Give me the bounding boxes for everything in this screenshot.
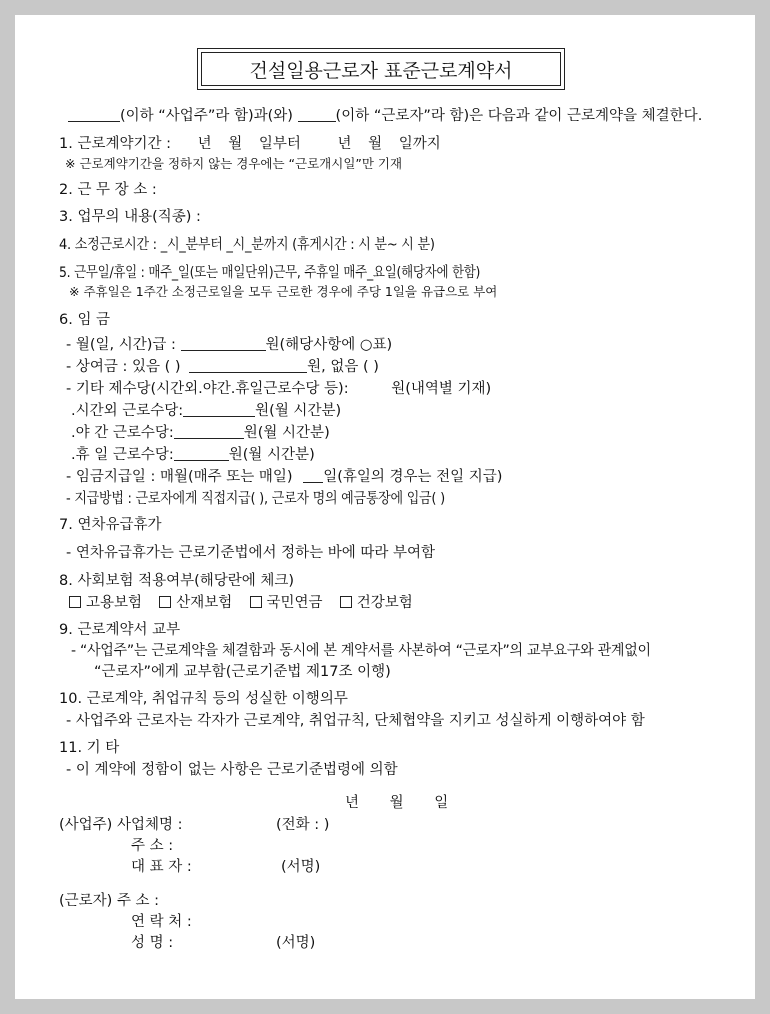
worker-signature: (서명)	[276, 935, 316, 951]
section-9-line1: - “사업주”는 근로계약을 체결함과 동시에 본 계약서를 사본하여 “근로자”의 교부요구와 관계없이	[71, 643, 651, 659]
payday-label: - 임금지급일 : 매월(매주 또는 매일)	[66, 469, 293, 485]
employer-address: 주 소 :	[131, 838, 174, 854]
bonus-suffix: 원, 없음 ( )	[307, 359, 379, 375]
section-8-label: 8. 사회보험 적용여부(해당란에 체크)	[59, 573, 295, 589]
section-7-item: - 연차유급휴가는 근로기준법에서 정하는 바에 따라 부여함	[66, 545, 436, 561]
wage-label: - 월(일, 시간)급 :	[66, 337, 176, 353]
holiday-allowance-line	[71, 445, 315, 465]
section-10-label: 10. 근로계약, 취업규칙 등의 성실한 이행의무	[59, 691, 348, 707]
holiday-label: .휴 일 근로수당:	[71, 447, 174, 463]
allowance-line	[66, 379, 491, 399]
worker-name: 성 명 :	[131, 935, 174, 951]
checkbox-icon	[340, 596, 352, 608]
night-amount-blank[interactable]	[174, 424, 244, 439]
worker-address: (근로자) 주 소 :	[59, 893, 160, 909]
section-9-line2: “근로자”에게 교부함(근로기준법 제17조 이행)	[94, 664, 391, 680]
section-5-note: ※ 주휴일은 1주간 소정근로일을 모두 근로한 경우에 주당 1일을 유급으로 부여	[69, 284, 498, 299]
from-month: 월	[228, 136, 243, 152]
payment-method-line: - 지급방법 : 근로자에게 직접지급( ), 근로자 명의 예금통장에 입금( )	[66, 491, 445, 507]
payday-blank[interactable]	[303, 468, 323, 483]
holiday-amount-blank[interactable]	[174, 446, 229, 461]
section-5-workdays: 5. 근무일/휴일 : 매주_일(또는 매일단위)근무, 주휴일 매주_요일(해당자에 한함)	[59, 265, 481, 281]
checkbox-icon	[250, 596, 262, 608]
employer-representative: 대 표 자 :	[131, 859, 192, 875]
section-1-label: 1. 근로계약기간 :	[59, 136, 171, 152]
section-7-label: 7. 연차유급휴가	[59, 517, 162, 533]
employer-signature: (서명)	[281, 859, 321, 875]
overtime-amount-blank[interactable]	[183, 402, 255, 417]
date-line	[345, 793, 448, 813]
night-suffix: 원(월 시간분)	[243, 425, 330, 441]
worker-name-blank[interactable]	[298, 107, 336, 122]
option-label: 건강보험	[356, 595, 413, 611]
overtime-suffix: 원(월 시간분)	[255, 403, 342, 419]
date-day: 일	[434, 795, 449, 811]
allowance-label: - 기타 제수당(시간외.야간.휴일근로수당 등):	[66, 381, 349, 397]
wage-suffix: 원(해당사항에 ○표)	[265, 337, 393, 353]
bonus-amount-blank[interactable]	[189, 358, 307, 373]
insurance-option-industrial[interactable]	[159, 595, 232, 611]
section-11-label: 11. 기 타	[59, 740, 120, 756]
contract-page	[15, 15, 755, 999]
section-11-item: - 이 계약에 정함이 없는 사항은 근로기준법령에 의함	[66, 762, 398, 778]
section-10-item: - 사업주와 근로자는 각자가 근로계약, 취업규칙, 단체협약을 지키고 성실하게 이행하여야 함	[66, 713, 645, 729]
employer-phone: (전화 : )	[276, 817, 330, 833]
section-1-note: ※ 근로계약기간을 정하지 않는 경우에는 “근로개시일”만 기재	[65, 156, 403, 171]
intro-part1: (이하 “사업주”라 함)과(와)	[120, 108, 293, 124]
date-month: 월	[389, 795, 404, 811]
night-label: .야 간 근로수당:	[71, 425, 174, 441]
option-label: 국민연금	[266, 595, 323, 611]
section-9-label: 9. 근로계약서 교부	[59, 622, 181, 638]
insurance-options	[69, 593, 413, 613]
insurance-option-pension[interactable]	[250, 595, 323, 611]
overtime-allowance-line	[71, 401, 341, 421]
bonus-label: - 상여금 : 있음 ( )	[66, 359, 181, 375]
to-month: 월	[368, 136, 383, 152]
section-3-job: 3. 업무의 내용(직종) :	[59, 209, 201, 225]
allowance-suffix: 원(내역별 기재)	[391, 381, 492, 397]
insurance-option-employment[interactable]	[69, 595, 142, 611]
section-2-workplace: 2. 근 무 장 소 :	[59, 182, 157, 198]
holiday-suffix: 원(월 시간분)	[228, 447, 315, 463]
section-6-label: 6. 임 금	[59, 312, 111, 328]
wage-line	[66, 335, 392, 355]
wage-amount-blank[interactable]	[181, 336, 266, 351]
from-year: 년	[197, 136, 212, 152]
intro-part2: (이하 “근로자”라 함)은 다음과 같이 근로계약을 체결한다.	[335, 108, 703, 124]
title-box	[197, 48, 565, 90]
intro-line	[68, 106, 702, 126]
option-label: 고용보험	[86, 595, 143, 611]
to-day: 일까지	[398, 136, 441, 152]
section-4-hours: 4. 소정근로시간 : _시_분부터 _시_분까지 (휴게시간 : 시 분~ 시 분)	[59, 237, 435, 253]
employer-name-blank[interactable]	[68, 107, 120, 122]
checkbox-icon	[159, 596, 171, 608]
overtime-label: .시간외 근로수당:	[71, 403, 184, 419]
checkbox-icon	[69, 596, 81, 608]
bonus-line	[66, 357, 379, 377]
option-label: 산재보험	[176, 595, 233, 611]
document-title: 건설일용근로자 표준근로계약서	[201, 52, 561, 86]
payday-line	[66, 467, 502, 487]
to-year: 년	[337, 136, 352, 152]
from-day: 일부터	[258, 136, 301, 152]
date-year: 년	[345, 795, 360, 811]
night-allowance-line	[71, 423, 330, 443]
payday-suffix: 일(휴일의 경우는 전일 지급)	[323, 469, 503, 485]
insurance-option-health[interactable]	[340, 595, 413, 611]
employer-business-name: (사업주) 사업체명 :	[59, 817, 183, 833]
section-1-period	[59, 134, 441, 154]
worker-contact: 연 락 처 :	[131, 914, 192, 930]
